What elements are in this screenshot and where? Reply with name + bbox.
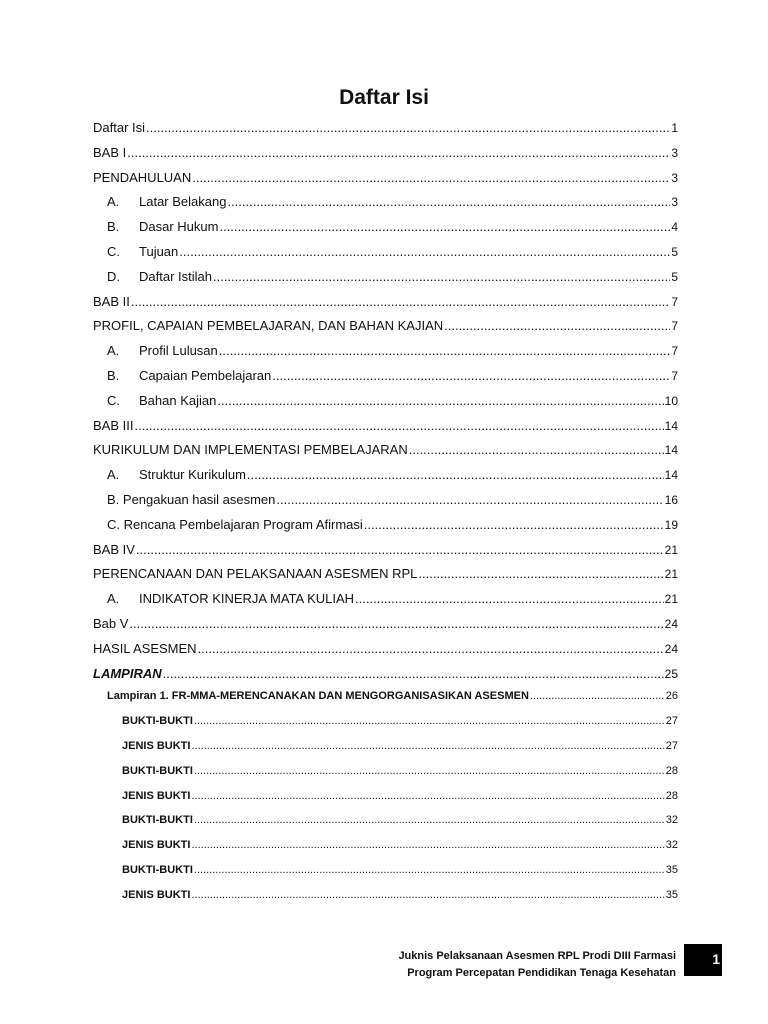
toc-entry-text: BAB II bbox=[93, 293, 130, 309]
toc-entry-label bbox=[93, 145, 126, 160]
toc-dot-leader bbox=[418, 566, 663, 581]
toc-entry-page: 1 bbox=[671, 121, 678, 135]
toc-entry-label bbox=[93, 194, 226, 209]
toc-entry-label bbox=[93, 666, 162, 681]
toc-dot-leader bbox=[129, 616, 663, 631]
toc-dot-leader bbox=[219, 219, 670, 234]
toc-entry-page: 24 bbox=[664, 641, 678, 656]
toc-entry-text: INDIKATOR KINERJA MATA KULIAH bbox=[139, 591, 355, 607]
toc-entry-text: KURIKULUM DAN IMPLEMENTASI PEMBELAJARAN bbox=[93, 442, 408, 458]
toc-entry-text: Dasar Hukum bbox=[139, 219, 219, 235]
footer-line-1: Juknis Pelaksanaan Asesmen RPL Prodi DIII Farmasi bbox=[398, 950, 676, 962]
toc-entry-page: 21 bbox=[664, 567, 678, 582]
toc-entry-label bbox=[93, 467, 246, 482]
toc-entry-text: LAMPIRAN bbox=[93, 665, 162, 681]
toc-dot-leader bbox=[194, 814, 665, 826]
toc-entry[interactable] bbox=[93, 666, 678, 691]
toc-entry[interactable] bbox=[93, 790, 678, 815]
toc-entry-page: 21 bbox=[664, 592, 678, 607]
toc-entry[interactable] bbox=[93, 120, 678, 145]
toc-entry-text: B. Pengakuan hasil asesmen bbox=[107, 491, 276, 507]
toc-dot-leader bbox=[227, 194, 670, 209]
toc-entry-label bbox=[93, 641, 197, 656]
toc-entry[interactable] bbox=[93, 467, 678, 492]
toc-dot-leader bbox=[409, 442, 664, 457]
toc-entry-label bbox=[93, 814, 193, 826]
toc-entry[interactable] bbox=[93, 690, 678, 715]
toc-entry-letter: B. bbox=[107, 219, 120, 235]
toc-entry[interactable] bbox=[93, 864, 678, 889]
toc-entry[interactable] bbox=[93, 839, 678, 864]
toc-entry[interactable] bbox=[93, 740, 678, 765]
toc-entry-page: 5 bbox=[671, 269, 678, 284]
toc-entry-label bbox=[93, 889, 190, 901]
toc-entry[interactable] bbox=[93, 566, 678, 591]
toc-entry-text: Lampiran 1. FR-MMA-MERENCANAKAN DAN MENGORGANISASIKAN ASESMEN bbox=[107, 690, 529, 703]
toc-entry-text: Daftar Istilah bbox=[139, 268, 212, 284]
toc-dot-leader bbox=[217, 393, 663, 408]
toc-entry-label bbox=[93, 343, 218, 358]
toc-dot-leader bbox=[191, 889, 664, 901]
toc-entry[interactable] bbox=[93, 318, 678, 343]
toc-dot-leader bbox=[179, 244, 670, 259]
toc-entry-page: 3 bbox=[671, 145, 678, 160]
toc-entry[interactable] bbox=[93, 368, 678, 393]
toc-entry-page: 16 bbox=[664, 492, 678, 507]
toc-entry-page: 14 bbox=[664, 418, 678, 433]
toc-dot-leader bbox=[355, 591, 664, 606]
toc-dot-leader bbox=[192, 170, 670, 185]
page-footer bbox=[398, 948, 676, 982]
toc-entry[interactable] bbox=[93, 294, 678, 319]
toc-entry[interactable] bbox=[93, 542, 678, 567]
toc-entry-page: 25 bbox=[664, 666, 678, 681]
toc-entry-letter: A. bbox=[107, 591, 120, 607]
toc-dot-leader bbox=[191, 790, 664, 802]
toc-entry-letter: D. bbox=[107, 268, 120, 284]
toc-entry[interactable] bbox=[93, 492, 678, 517]
toc-dot-leader bbox=[191, 839, 664, 851]
toc-entry-page: 7 bbox=[671, 319, 678, 334]
document-title: Daftar Isi bbox=[339, 86, 429, 109]
toc-entry-text: Tujuan bbox=[139, 243, 179, 259]
toc-entry[interactable] bbox=[93, 145, 678, 170]
toc-entry[interactable] bbox=[93, 517, 678, 542]
toc-entry-text: BUKTI-BUKTI bbox=[122, 715, 193, 728]
toc-entry-letter: A. bbox=[107, 194, 120, 210]
toc-dot-leader bbox=[194, 864, 665, 876]
toc-entry-page: 5 bbox=[671, 244, 678, 259]
toc-entry-label bbox=[93, 492, 275, 507]
toc-entry-label bbox=[93, 715, 193, 727]
toc-dot-leader bbox=[364, 517, 664, 532]
toc-entry-page: 24 bbox=[664, 616, 678, 631]
toc-dot-leader bbox=[272, 368, 670, 383]
toc-entry-text: C. Rencana Pembelajaran Program Afirmasi bbox=[107, 516, 363, 532]
toc-entry[interactable] bbox=[93, 418, 678, 443]
toc-entry-text: BUKTI-BUKTI bbox=[122, 863, 193, 876]
toc-dot-leader bbox=[163, 666, 664, 681]
toc-entry-text: JENIS BUKTI bbox=[122, 739, 191, 752]
toc-entry-label bbox=[93, 839, 190, 851]
toc-entry-text: Latar Belakang bbox=[139, 194, 227, 210]
toc-entry[interactable] bbox=[93, 641, 678, 666]
toc-entry-text: Daftar Isi bbox=[93, 120, 146, 135]
toc-entry-text: BUKTI-BUKTI bbox=[122, 814, 193, 827]
toc-dot-leader bbox=[530, 690, 665, 702]
toc-dot-leader bbox=[194, 715, 665, 727]
toc-entry-letter: A. bbox=[107, 467, 120, 483]
toc-entry-page: 28 bbox=[665, 764, 678, 777]
toc-entry-text: JENIS BUKTI bbox=[122, 839, 191, 852]
toc-entry-letter: C. bbox=[107, 243, 120, 259]
toc-dot-leader bbox=[247, 467, 664, 482]
toc-entry-label bbox=[93, 740, 190, 752]
toc-dot-leader bbox=[136, 542, 664, 557]
toc-entry-text: Profil Lulusan bbox=[139, 343, 218, 359]
toc-dot-leader bbox=[213, 269, 670, 284]
toc-dot-leader bbox=[194, 765, 665, 777]
toc-entry-label bbox=[93, 269, 212, 284]
toc-entry-text: BAB I bbox=[93, 144, 127, 160]
toc-entry-label bbox=[93, 790, 190, 802]
toc-entry[interactable] bbox=[93, 765, 678, 790]
toc-entry[interactable] bbox=[93, 442, 678, 467]
toc-entry-label bbox=[93, 368, 271, 383]
toc-entry-page: 4 bbox=[671, 220, 678, 235]
toc-entry-page: 27 bbox=[665, 715, 678, 728]
toc-entry-label bbox=[93, 566, 417, 581]
toc-entry-text: Bahan Kajian bbox=[139, 392, 217, 408]
toc-entry-page: 35 bbox=[665, 863, 678, 876]
toc-entry-page: 3 bbox=[671, 195, 678, 210]
toc-entry-page: 14 bbox=[664, 468, 678, 483]
toc-dot-leader bbox=[134, 418, 663, 433]
toc-entry[interactable] bbox=[93, 219, 678, 244]
toc-dot-leader bbox=[191, 740, 664, 752]
toc-dot-leader bbox=[131, 294, 670, 309]
toc-entry-text: Struktur Kurikulum bbox=[139, 467, 246, 483]
toc-entry-label bbox=[93, 219, 218, 234]
toc-entry[interactable] bbox=[93, 244, 678, 269]
toc-entry-page: 7 bbox=[671, 344, 678, 359]
toc-entry-page: 28 bbox=[665, 789, 678, 802]
toc-dot-leader bbox=[444, 318, 670, 333]
toc-entry[interactable] bbox=[93, 889, 678, 914]
toc-entry[interactable] bbox=[93, 194, 678, 219]
footer-line-2: Program Percepatan Pendidikan Tenaga Kesehatan bbox=[407, 967, 676, 979]
toc-entry-label bbox=[93, 864, 193, 876]
toc-dot-leader bbox=[219, 343, 671, 358]
toc-entry-label bbox=[93, 244, 178, 259]
toc-entry-text: Capaian Pembelajaran bbox=[139, 367, 272, 383]
toc-entry-label bbox=[93, 765, 193, 777]
page-number-box: 1 bbox=[684, 944, 722, 976]
toc-entry-text: PERENCANAAN DAN PELAKSANAAN ASESMEN RPL bbox=[93, 566, 418, 582]
toc-entry-page: 32 bbox=[665, 814, 678, 827]
toc-entry-text: JENIS BUKTI bbox=[122, 888, 191, 901]
toc-entry-label bbox=[93, 442, 408, 457]
toc-entry-text: BAB IV bbox=[93, 541, 135, 557]
toc-entry-text: HASIL ASESMEN bbox=[93, 640, 197, 656]
toc-entry-label bbox=[93, 591, 354, 606]
toc-entry-letter: B. bbox=[107, 367, 120, 383]
toc-entry-page: 35 bbox=[665, 888, 678, 901]
toc-entry-page: 14 bbox=[664, 443, 678, 458]
toc-entry-page: 7 bbox=[671, 368, 678, 383]
toc-entry-letter: C. bbox=[107, 392, 120, 408]
toc-entry-label bbox=[93, 318, 443, 333]
toc-entry[interactable] bbox=[93, 715, 678, 740]
toc-entry-page: 19 bbox=[664, 517, 678, 532]
toc-entry-label bbox=[93, 120, 145, 135]
toc-entry[interactable] bbox=[93, 269, 678, 294]
toc-entry-page: 21 bbox=[664, 542, 678, 557]
toc-dot-leader bbox=[127, 145, 670, 160]
toc-entry-label bbox=[93, 616, 128, 631]
toc-entry[interactable] bbox=[93, 170, 678, 195]
toc-entry-label bbox=[93, 690, 529, 702]
toc-entry-text: PROFIL, CAPAIAN PEMBELAJARAN, DAN BAHAN KAJIAN bbox=[93, 318, 444, 334]
table-of-contents bbox=[93, 120, 678, 914]
toc-entry[interactable] bbox=[93, 343, 678, 368]
toc-dot-leader bbox=[276, 492, 663, 507]
toc-entry[interactable] bbox=[93, 393, 678, 418]
toc-entry-label bbox=[93, 418, 133, 433]
toc-entry-label bbox=[93, 170, 191, 185]
toc-dot-leader bbox=[146, 120, 670, 135]
toc-entry-letter: A. bbox=[107, 343, 120, 359]
toc-entry-label bbox=[93, 393, 216, 408]
toc-entry-text: PENDAHULUAN bbox=[93, 169, 192, 185]
toc-entry-page: 27 bbox=[665, 739, 678, 752]
toc-entry-page: 10 bbox=[664, 393, 678, 408]
toc-entry[interactable] bbox=[93, 591, 678, 616]
toc-entry-text: BUKTI-BUKTI bbox=[122, 764, 193, 777]
toc-dot-leader bbox=[198, 641, 664, 656]
toc-entry-page: 32 bbox=[665, 839, 678, 852]
toc-entry-page: 26 bbox=[665, 690, 678, 703]
toc-entry-page: 7 bbox=[671, 294, 678, 309]
toc-entry-text: BAB III bbox=[93, 417, 134, 433]
toc-entry-text: Bab V bbox=[93, 615, 129, 631]
toc-entry-page: 3 bbox=[671, 170, 678, 185]
toc-entry-label bbox=[93, 517, 363, 532]
toc-entry[interactable] bbox=[93, 814, 678, 839]
toc-entry[interactable] bbox=[93, 616, 678, 641]
toc-entry-label bbox=[93, 294, 130, 309]
toc-entry-label bbox=[93, 542, 135, 557]
toc-entry-text: JENIS BUKTI bbox=[122, 789, 191, 802]
